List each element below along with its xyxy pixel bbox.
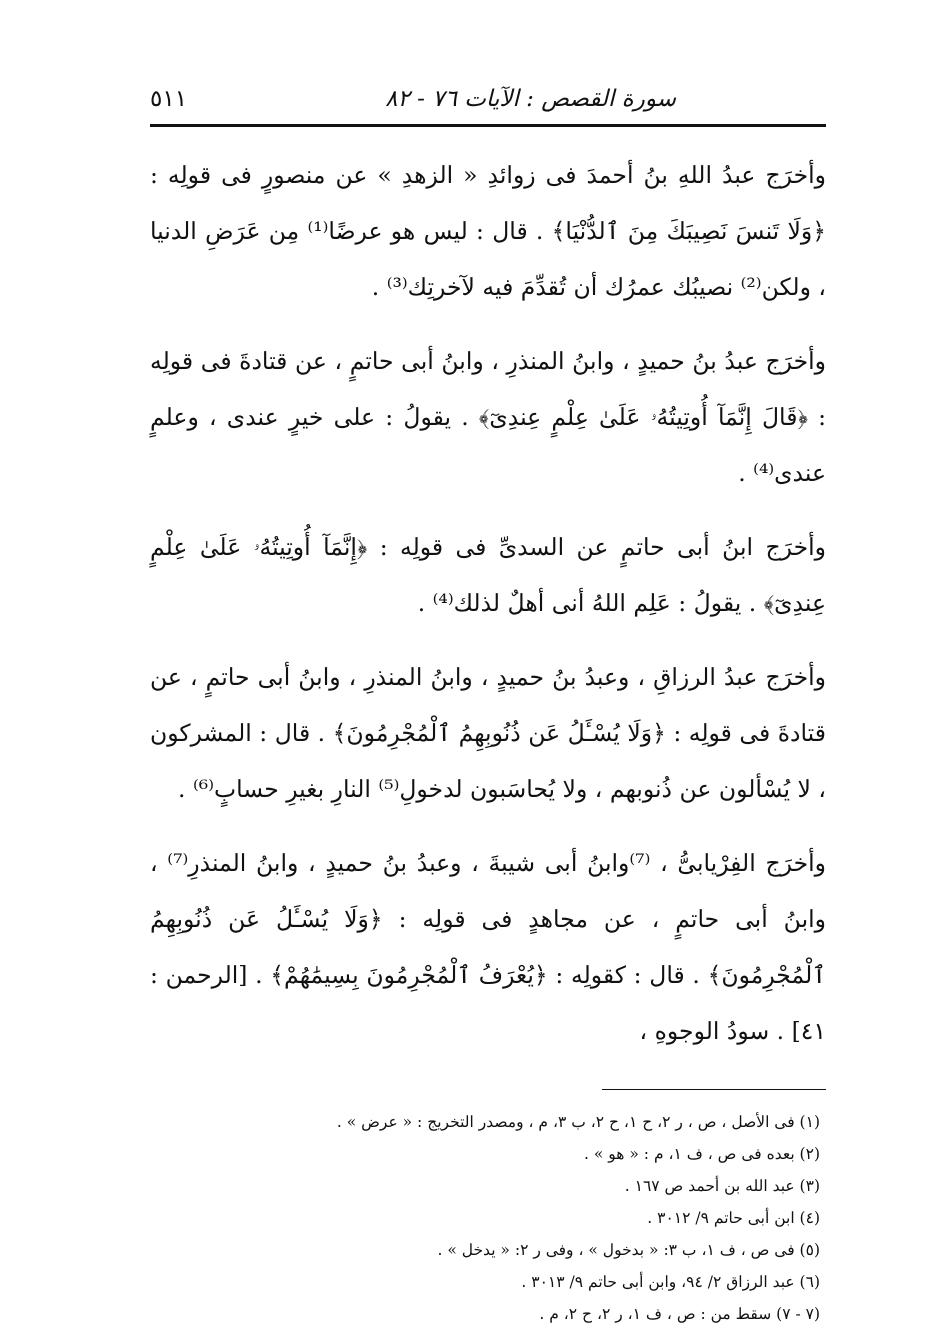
paragraph-3: وأخرَج ابنُ أبى حاتمٍ عن السدىِّ فى قولِه : ﴿إِنَّمَآ أُوتِيتُهُۥ عَلَىٰ عِلْمٍ عِندِىٓ﴾ . يقولُ : عَلِم اللهُ أنى أهلٌ لذلك⁽⁴⁾ . bbox=[150, 533, 826, 617]
footnote-separator bbox=[602, 1089, 826, 1090]
footnote-7: (٧ - ٧) سقط من : ص ، ف ١، ر ٢، ح ٢، م . bbox=[539, 1305, 820, 1323]
main-text bbox=[150, 147, 826, 1059]
running-title: سورة القصص : الآيات ٧٦ - ٨٢ bbox=[385, 86, 676, 112]
page-header bbox=[150, 80, 826, 127]
paragraph-1: وأخرَج عبدُ اللهِ بنُ أحمدَ فى زوائدِ « الزهدِ » عن منصورٍ فى قولِه : ﴿وَلَا تَنسَ نَصِيبَكَ مِنَ ٱلدُّنْيَا﴾ . قال : ليس هو عرضًا⁽¹⁾ مِن عَرَضِ الدنيا ، ولكن⁽²⁾ نصيبُك عمرُك أن تُقدِّمَ فيه لآخرتِك⁽³⁾ . bbox=[150, 161, 827, 301]
footnote-6: (٦) عبد الرزاق ٢/ ٩٤، وابن أبى حاتم ٩/ ٣٠١٣ . bbox=[521, 1273, 820, 1291]
footnote-1: (١) فى الأصل ، ص ، ر ٢، ح ١، ح ٢، ب ٣، م ، ومصدر التخريج : « عرض » . bbox=[336, 1113, 820, 1131]
paragraph-4: وأخرَج عبدُ الرزاقِ ، وعبدُ بنُ حميدٍ ، وابنُ المنذرِ ، وابنُ أبى حاتمٍ ، عن قتادةَ فى قولِه : ﴿وَلَا يُسْـَٔلُ عَن ذُنُوبِهِمُ ٱلْمُجْرِمُونَ﴾ . قال : المشركون ، لا يُسْألون عن ذُنوبهم ، ولا يُحاسَبون لدخولِ⁽⁵⁾ النارِ بغيرِ حسابٍ⁽⁶⁾ . bbox=[150, 663, 826, 803]
footnotes bbox=[150, 1106, 826, 1330]
page-number: ٥١١ bbox=[150, 86, 188, 112]
book-page bbox=[150, 80, 827, 1323]
footnote-5: (٥) فى ص ، ف ١، ب ٣: « بدخول » ، وفى ر ٢: « يدخل » . bbox=[437, 1241, 820, 1259]
paragraph-2: وأخرَج عبدُ بنُ حميدٍ ، وابنُ المنذرِ ، وابنُ أبى حاتمٍ ، عن قتادةَ فى قولِه : ﴿قَالَ إِنَّمَآ أُوتِيتُهُۥ عَلَىٰ عِلْمٍ عِندِىٓ﴾ . يقولُ : على خيرٍ عندى ، وعلمٍ عندى⁽⁴⁾ . bbox=[150, 347, 826, 487]
footnote-4: (٤) ابن أبى حاتم ٩/ ٣٠١٢ . bbox=[647, 1209, 820, 1227]
footnote-3: (٣) عبد الله بن أحمد ص ١٦٧ . bbox=[624, 1177, 820, 1195]
paragraph-5: وأخرَج الفِرْيابىُّ ، ⁽⁷⁾وابنُ أبى شيبةَ ، وعبدُ بنُ حميدٍ ، وابنُ المنذرِ⁽⁷⁾ ، وابنُ أبى حاتمٍ ، عن مجاهدٍ فى قولِه : ﴿وَلَا يُسْـَٔلُ عَن ذُنُوبِهِمُ ٱلْمُجْرِمُونَ﴾ . قال : كقولِه : ﴿يُعْرَفُ ٱلْمُجْرِمُونَ بِسِيمَٰهُمْ﴾ . [الرحمن : ٤١] . سودُ الوجوهِ ، bbox=[150, 849, 826, 1045]
footnote-2: (٢) بعده فى ص ، ف ١، م : « هو » . bbox=[584, 1145, 820, 1163]
